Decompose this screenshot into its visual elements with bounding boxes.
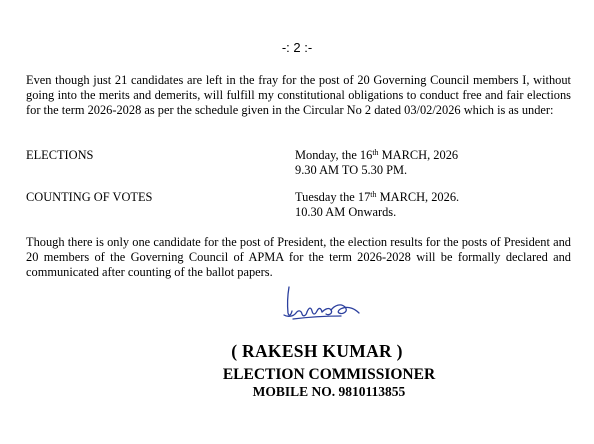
signatory-mobile: MOBILE NO. 9810113855	[252, 384, 406, 399]
elections-label: ELECTIONS	[26, 148, 94, 162]
counting-schedule	[295, 190, 459, 220]
elections-time: 9.30 AM TO 5.30 PM.	[295, 163, 408, 177]
closing-paragraph: Though there is only one candidate for the post of President, the election results for the posts of President and 20 members of the Governing Council of APMA for the term 2026-2028 will be formally declared and communicated after counting of the ballot papers.	[26, 235, 571, 279]
elections-date: Monday, the 16th MARCH, 2026	[295, 148, 459, 162]
signature	[279, 283, 369, 329]
counting-time: 10.30 AM Onwards.	[295, 205, 397, 219]
signatory-name: ( RAKESH KUMAR )	[231, 341, 403, 361]
elections-schedule	[295, 148, 458, 178]
page-number: -: 2 :-	[281, 40, 313, 55]
counting-date: Tuesday the 17th MARCH, 2026.	[295, 190, 460, 204]
intro-paragraph: Even though just 21 candidates are left in the fray for the post of 20 Governing Council members I, without going into the merits and demerits, will fulfill my constitutional obligations to conduct free and fair elections for the term 2026-2028 as per the schedule given in the Circular No 2 dated 03/02/2026 which is as under:	[26, 73, 571, 117]
signatory-title: ELECTION COMMISSIONER	[222, 366, 436, 383]
counting-label: COUNTING OF VOTES	[26, 190, 153, 204]
